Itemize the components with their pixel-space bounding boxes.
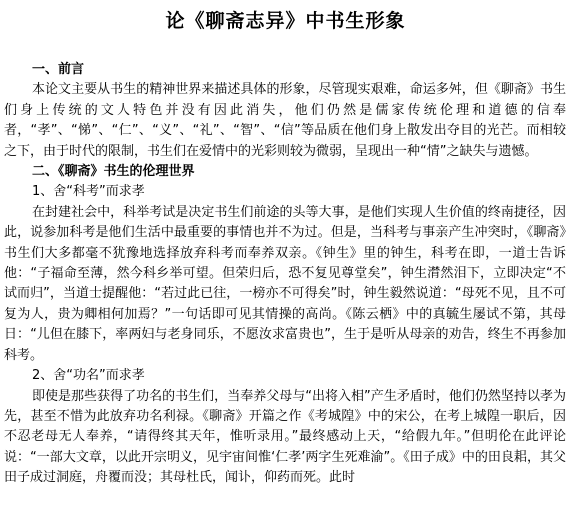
subsection-heading-exam: 1、舍“科考”而求孝 (32, 184, 145, 200)
fame-paragraph: 即使是那些获得了功名的书生们，当奉养父母与“出将入相”产生矛盾时，他们仍然坚持以孝为先，甚至不惜为此放弃功名利禄。《聊斋》开篇之作《考城隍》中的宋公，在考上城隍一职后，因不忍老母无人奉养，“请得终其天年，惟听录用。”最终感动上天，“给假九年。”但明伦在此评论说：“一部大文章，以此开宗明义，见宇宙间惟‘仁孝’两字生死难渝”。《田子成》中的田良耜，其父田子成过洞庭，舟覆而没；其母杜氏，闻讣，仰药而死。此时 (4, 388, 566, 486)
page-title: 论《聊斋志异》中书生形象 (165, 10, 406, 32)
document-body (4, 60, 566, 489)
preface-paragraph: 本论文主要从书生的精神世界来描述具体的形象，尽管现实艰难，命运多舛，但《聊斋》书生们身上传统的文人特色并没有因此消失，他们仍然是儒家传统伦理和道德的信奉者，“孝”、“悌”、“仁”、“义”、“礼”、“智”、“信”等品质在他们身上散发出夺目的光芒。而相较之下，由于时代的限制，书生们在爱情中的光彩则较为微弱，呈现出一种“情”之缺失与遗憾。 (4, 82, 566, 159)
section-heading-preface: 一、前言 (32, 62, 85, 77)
subsection-heading-fame: 2、舍“功名”而求孝 (32, 368, 145, 384)
exam-paragraph: 在封建社会中，科举考试是决定书生们前途的头等大事，是他们实现人生价值的终南捷径，因此，说参加科考是他们生活中最重要的事情也并不为过。但是，当科考与事亲产生冲突时，《聊斋》书生们大多都毫不犹豫地选择放弃科考而奉养双亲。《钟生》里的钟生，科考在即，一道士告诉他：“子福命至薄，然今科乡举可望。但荣归后，恐不复见尊堂矣”，钟生潸然泪下，立即决定“不试而归”，当道士提醒他：“若过此已往，一榜亦不可得矣”时，钟生毅然说道：“母死不见，且不可复为人，贵为卿相何加焉？”一句话即可见其情操的高尚。《陈云栖》中的真毓生屡试不第，其母日：“儿但在膝下，率两妇与老身同乐，不愿汝求富贵也”，生于是听从母亲的劝告，终生不再参加科考。 (4, 204, 566, 363)
section-heading-ethics: 二、《聊斋》书生的伦理世界 (32, 164, 195, 180)
